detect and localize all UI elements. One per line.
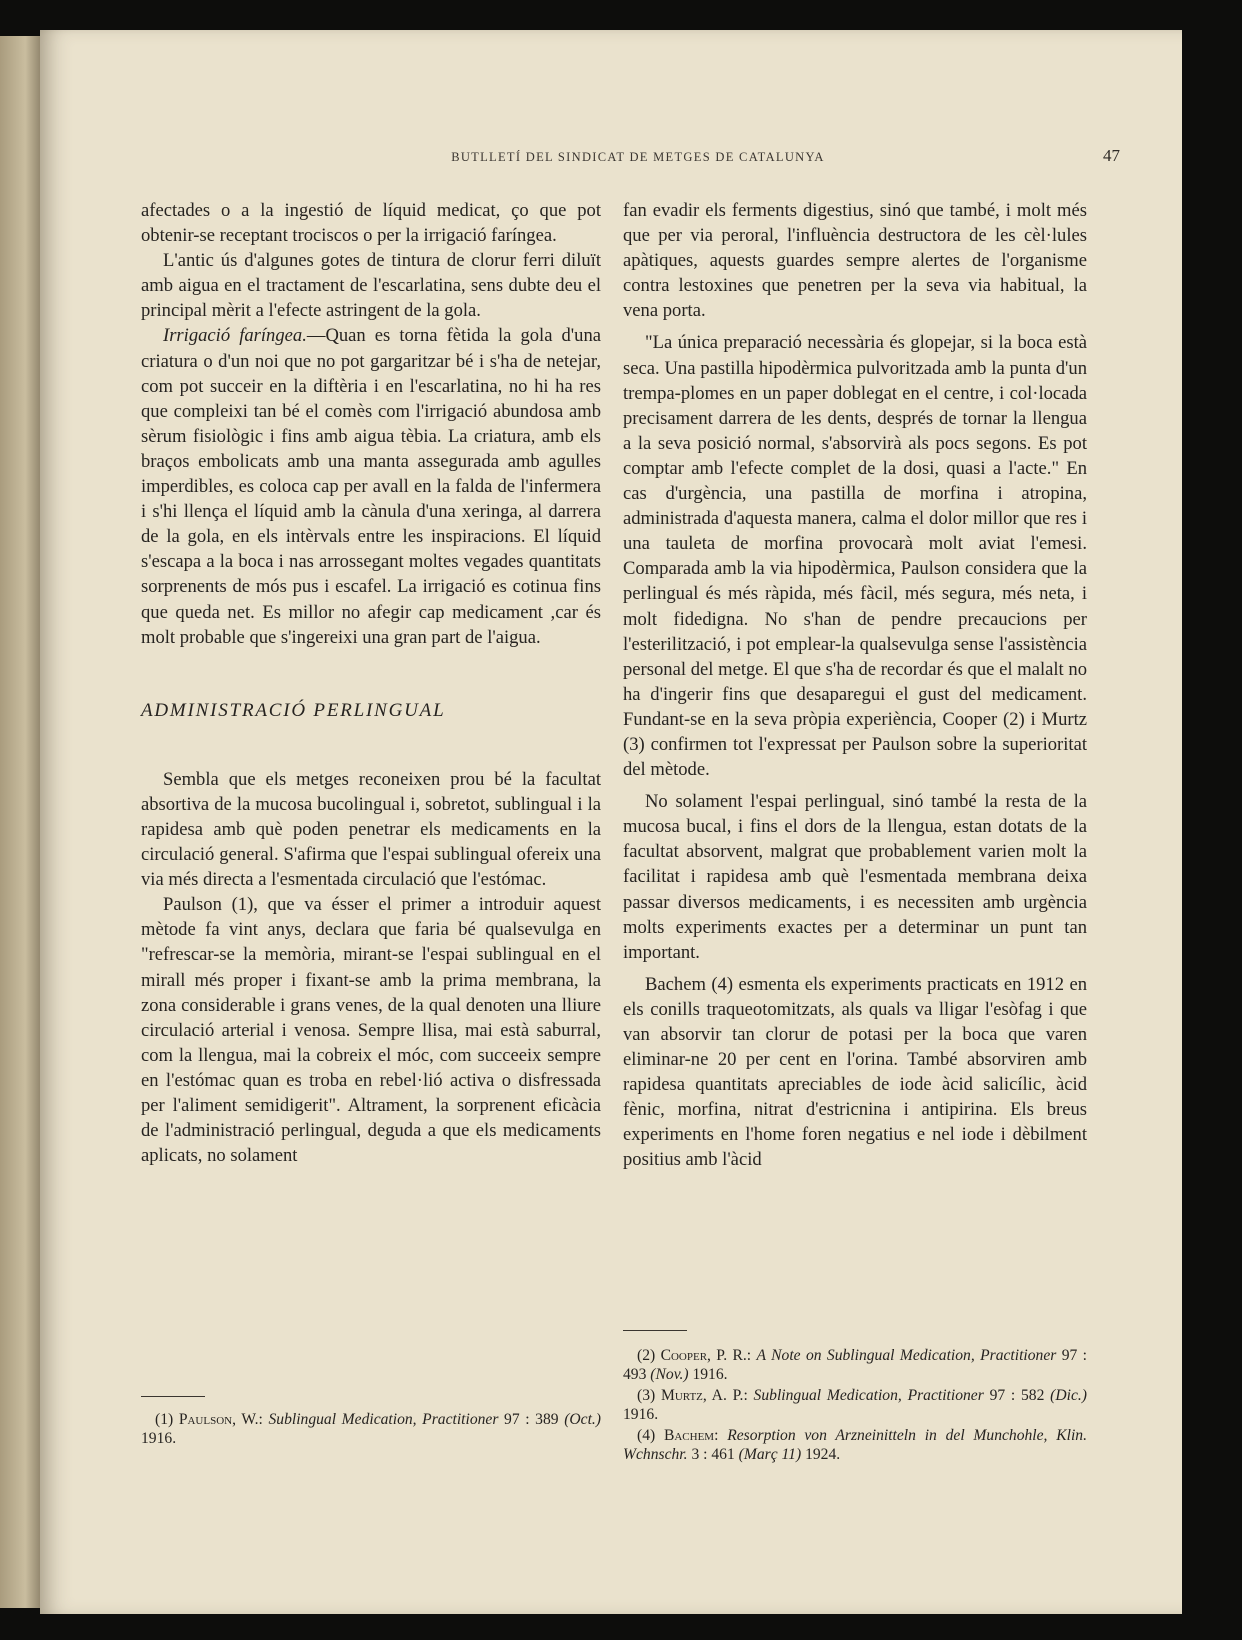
footnotes-right [623, 1346, 1087, 1466]
footnote: (2) Cooper, P. R.: A Note on Sublingual Medication, Practitioner 97 : 493 (Nov.) 1916. [623, 1347, 1088, 1383]
paragraph: Bachem (4) esmenta els experiments practicats en 1912 en els conills traqueotomitzats, als quals va lligar l'esòfag i que van absorvir tan clorur de potasi per la boca que varen eliminar-ne 20 per cent en l'orina. També absorviren amb rapidesa quantitats apreciables de iode àcid salicílic, àcid fènic, morfina, nitrat d'estricnina i antipirina. Els breus experiments en l'home foren negatius e nel iode i dèbilment positius amb l'àcid [623, 973, 1087, 1171]
footnote: (4) Bachem: Resorption von Arzneinitteln in del Munchohle, Klin. Wchnschr. 3 : 461 (Març 11) 1924. [623, 1427, 1087, 1463]
paragraph: "La única preparació necessària és glopejar, si la boca està seca. Una pastilla hipodèrmica pulvoritzada amb la punta d'un trempa-plomes en un paper doblegat en el centre, i col·locada precisament darrera de les dents, després de tornar la llengua a la seva posició normal, s'absorvirà als pocs segons. Es pot comptar amb l'efecte complet de la dosi, quasi a l'acte." En cas d'urgència, una pastilla de morfina i atropina, administrada d'aquesta manera, calma el dolor millor que res i una tauleta de morfina provocarà molt aviat l'emesi. Comparada amb la via hipodèrmica, Paulson considera que la perlingual és més ràpida, més fàcil, més segura, més neta, i molt fidedigna. No s'han de pendre precaucions per l'esterilització, i pot emplear-la qualsevulga sense l'assistència personal del metge. El que s'ha de recordar és que el malalt no ha d'ingerir fins que desaparegui el gust del medicament. Fundant-se en la seva pròpia experiència, Cooper (2) i Murtz (3) confirmen tot l'expressat per Paulson sobre la superioritat del mètode. [623, 332, 1087, 781]
section-heading: ADMINISTRACIÓ PERLINGUAL [141, 699, 446, 721]
paragraph: L'antic ús d'algunes gotes de tintura de clorur ferri diluït amb aigua en el tractament de l'escarlatina, sens dubte deu el principal mèrit a l'efecte astringent de la gola. [141, 250, 601, 322]
footnote-rule [623, 1330, 687, 1331]
footnote-rule [141, 1396, 205, 1397]
footnotes-left [141, 1410, 601, 1450]
paragraph: afectades o a la ingestió de líquid medicat, ço que pot obtenir-se receptant trociscos o per la irrigació faríngea. [141, 200, 601, 247]
paragraph: fan evadir els ferments digestius, sinó que també, i molt més que per via peroral, l'influència destructora de les cèl·lules apàtiques, aquests guardes sempre alertes de l'organisme contra lestoxines que penetren per la seva via habitual, la vena porta. [623, 200, 1087, 322]
right-column [623, 198, 1087, 1173]
left-column [141, 198, 601, 1168]
page [40, 30, 1212, 1614]
footnote: (3) Murtz, A. P.: Sublingual Medication, Practitioner 97 : 582 (Dic.) 1916. [623, 1387, 1087, 1423]
paragraph: Paulson (1), que va ésser el primer a introduir aquest mètode fa vint anys, declara que faria bé qualsevulga en "refrescar-se la memòria, mirant-se l'espai sublingual en el mirall més proper i fixant-se amb la prima membrana, la zona considerable i grans venes, de la qual denoten una lliure circulació arterial i venosa. Sempre llisa, mai està saburral, com la llengua, mai la cobreix el móc, com succeeix sempre en l'estómac quan es troba en rebel·lió activa o disfressada per l'aliment semidigerit". Altrament, la sorprenent eficàcia de l'administració perlingual, deguda a que els medicaments aplicats, no solament [141, 894, 601, 1167]
inline-heading: Irrigació faríngea. [163, 325, 307, 347]
paragraph-text: —Quan es torna fètida la gola d'una criatura o d'un noi que no pot gargaritzar bé i s'ha de netejar, com pot succeir en la diftèria i en l'escarlatina, no hi ha res que compleixi tan bé el comès com l'irrigació abundosa amb sèrum fisiològic i fins amb aigua tèbia. La criatura, amb els braços embolicats amb una manta assegurada amb agulles imperdibles, es coloca cap per avall en la falda de l'infermera i s'hi llença el líquid amb la cànula d'una xeringa, al darrera de la gola, en els intèrvals entre les inspiracions. El líquid s'escapa a la boca i nas arrossegant moltes vegades quantitats sorprenents de mós pus i escafel. La irrigació es cotinua fins que queda net. Es millor no afegir cap medicament ,car és molt probable que s'ingereixi una gran part de l'aigua. [141, 325, 601, 648]
footnote: (1) Paulson, W.: Sublingual Medication, Practitioner 97 : 389 (Oct.) 1916. [141, 1411, 602, 1447]
running-header: BUTLLETÍ DEL SINDICAT DE METGES DE CATALUNYA [451, 150, 825, 164]
page-number: 47 [1103, 146, 1120, 165]
page-right-edge [1182, 30, 1212, 1614]
paragraph [141, 323, 601, 649]
paragraph: Sembla que els metges reconeixen prou bé la facultat absortiva de la mucosa bucolingual i, sobretot, sublingual i la rapidesa amb què poden penetrar els medicaments en la circulació general. S'afirma que l'espai sublingual ofereix una via més directa a l'esmentada circulació que l'estómac. [141, 768, 601, 891]
paragraph: No solament l'espai perlingual, sinó també la resta de la mucosa bucal, i fins el dors de la llengua, estan dotats de la facultat absorvent, malgrat que probablement varien molt la facilitat i rapidesa amb què l'esmentada membrana deixa passar diversos medicaments, i es necessiten amb urgència molts experiments exactes per a determinar un punt tan important. [623, 791, 1087, 963]
